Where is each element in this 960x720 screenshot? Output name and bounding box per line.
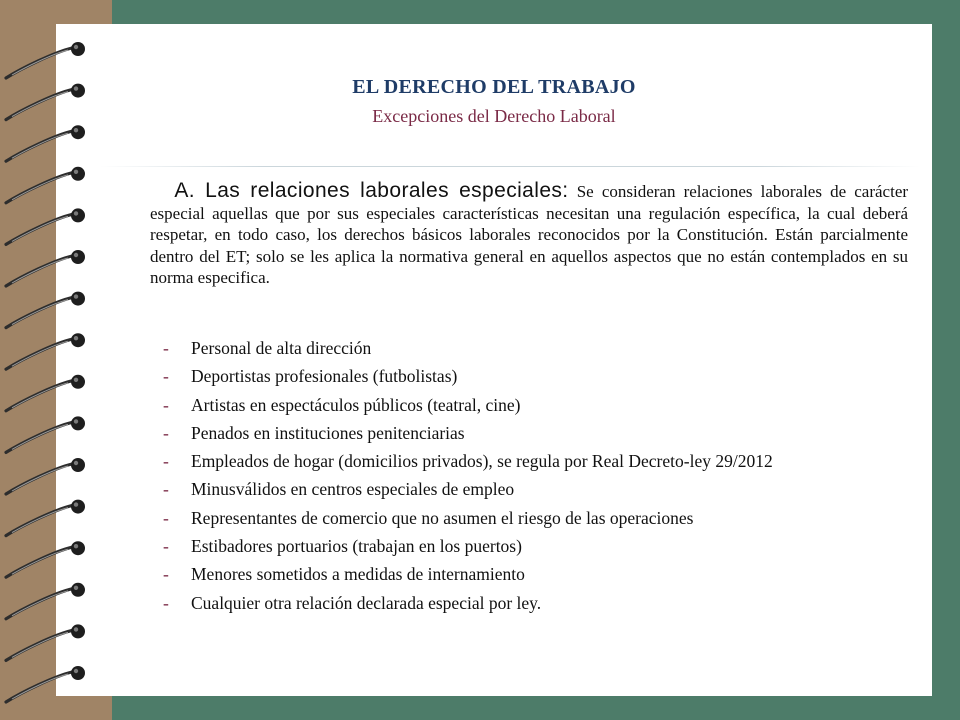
list-item bbox=[163, 475, 923, 503]
spiral-ring bbox=[6, 666, 85, 702]
spiral-ring bbox=[6, 458, 85, 494]
list-bullet: - bbox=[163, 451, 169, 472]
list-item bbox=[163, 391, 923, 419]
list-item bbox=[163, 589, 923, 617]
list-item bbox=[163, 362, 923, 390]
spiral-ring bbox=[6, 624, 85, 660]
list-item-text: Menores sometidos a medidas de internamiento bbox=[191, 564, 525, 585]
list-bullet: - bbox=[163, 536, 169, 557]
spiral-ring bbox=[6, 500, 85, 536]
spiral-ring bbox=[6, 416, 85, 452]
spiral-ring bbox=[6, 375, 85, 411]
list-bullet: - bbox=[163, 366, 169, 387]
list-item-text: Minusválidos en centros especiales de empleo bbox=[191, 479, 515, 500]
list-bullet: - bbox=[163, 592, 169, 613]
list-item-text: Artistas en espectáculos públicos (teatral, cine) bbox=[191, 394, 521, 415]
list-item-text: Estibadores portuarios (trabajan en los puertos) bbox=[191, 536, 522, 557]
spiral-ring bbox=[6, 333, 85, 369]
list-item-text: Cualquier otra relación declarada especial por ley. bbox=[191, 592, 542, 613]
page-subtitle: Excepciones del Derecho Laboral bbox=[372, 106, 616, 126]
list-item bbox=[163, 504, 923, 532]
header-divider bbox=[100, 166, 920, 167]
list-bullet: - bbox=[163, 422, 169, 443]
intro-lead: A. Las relaciones laborales especiales: bbox=[174, 179, 569, 202]
list-item bbox=[163, 560, 923, 588]
spiral-ring bbox=[6, 125, 85, 161]
list-bullet: - bbox=[163, 394, 169, 415]
list-bullet: - bbox=[163, 338, 169, 358]
spiral-ring bbox=[6, 541, 85, 577]
list-item bbox=[163, 447, 923, 475]
list-bullet: - bbox=[163, 564, 169, 585]
list-item-text: Personal de alta dirección bbox=[191, 338, 372, 358]
list-item-text: Deportistas profesionales (futbolistas) bbox=[191, 366, 458, 387]
list-item bbox=[163, 334, 923, 362]
list-item-text: Empleados de hogar (domicilios privados), se regula por Real Decreto-ley 29/2012 bbox=[191, 451, 773, 472]
intro-body: Se consideran relaciones laborales de carácter especial aquellas que por sus especiales características necesitan una regulación específica, la cual deberá respetar, en todo caso, los derechos básicos laborales reconocidos por la Constitución. Están parcialmente dentro del ET; solo se les aplica la normativa general en aquellos aspectos que no están contemplados en su norma especifica. bbox=[150, 182, 909, 287]
list-item bbox=[163, 532, 923, 560]
list-bullet: - bbox=[163, 507, 169, 528]
spiral-ring bbox=[6, 167, 85, 203]
special-relations-list bbox=[163, 334, 923, 617]
intro-paragraph bbox=[150, 180, 908, 289]
list-item-text: Penados en instituciones penitenciarias bbox=[191, 422, 465, 443]
list-item bbox=[163, 419, 923, 447]
spiral-ring bbox=[6, 42, 85, 78]
page-title: EL DERECHO DEL TRABAJO bbox=[352, 76, 636, 98]
list-bullet: - bbox=[163, 479, 169, 500]
list-item-text: Representantes de comercio que no asumen el riesgo de las operaciones bbox=[191, 507, 694, 528]
spiral-ring bbox=[6, 292, 85, 328]
spiral-ring bbox=[6, 250, 85, 286]
spiral-ring bbox=[6, 208, 85, 244]
spiral-ring bbox=[6, 583, 85, 619]
